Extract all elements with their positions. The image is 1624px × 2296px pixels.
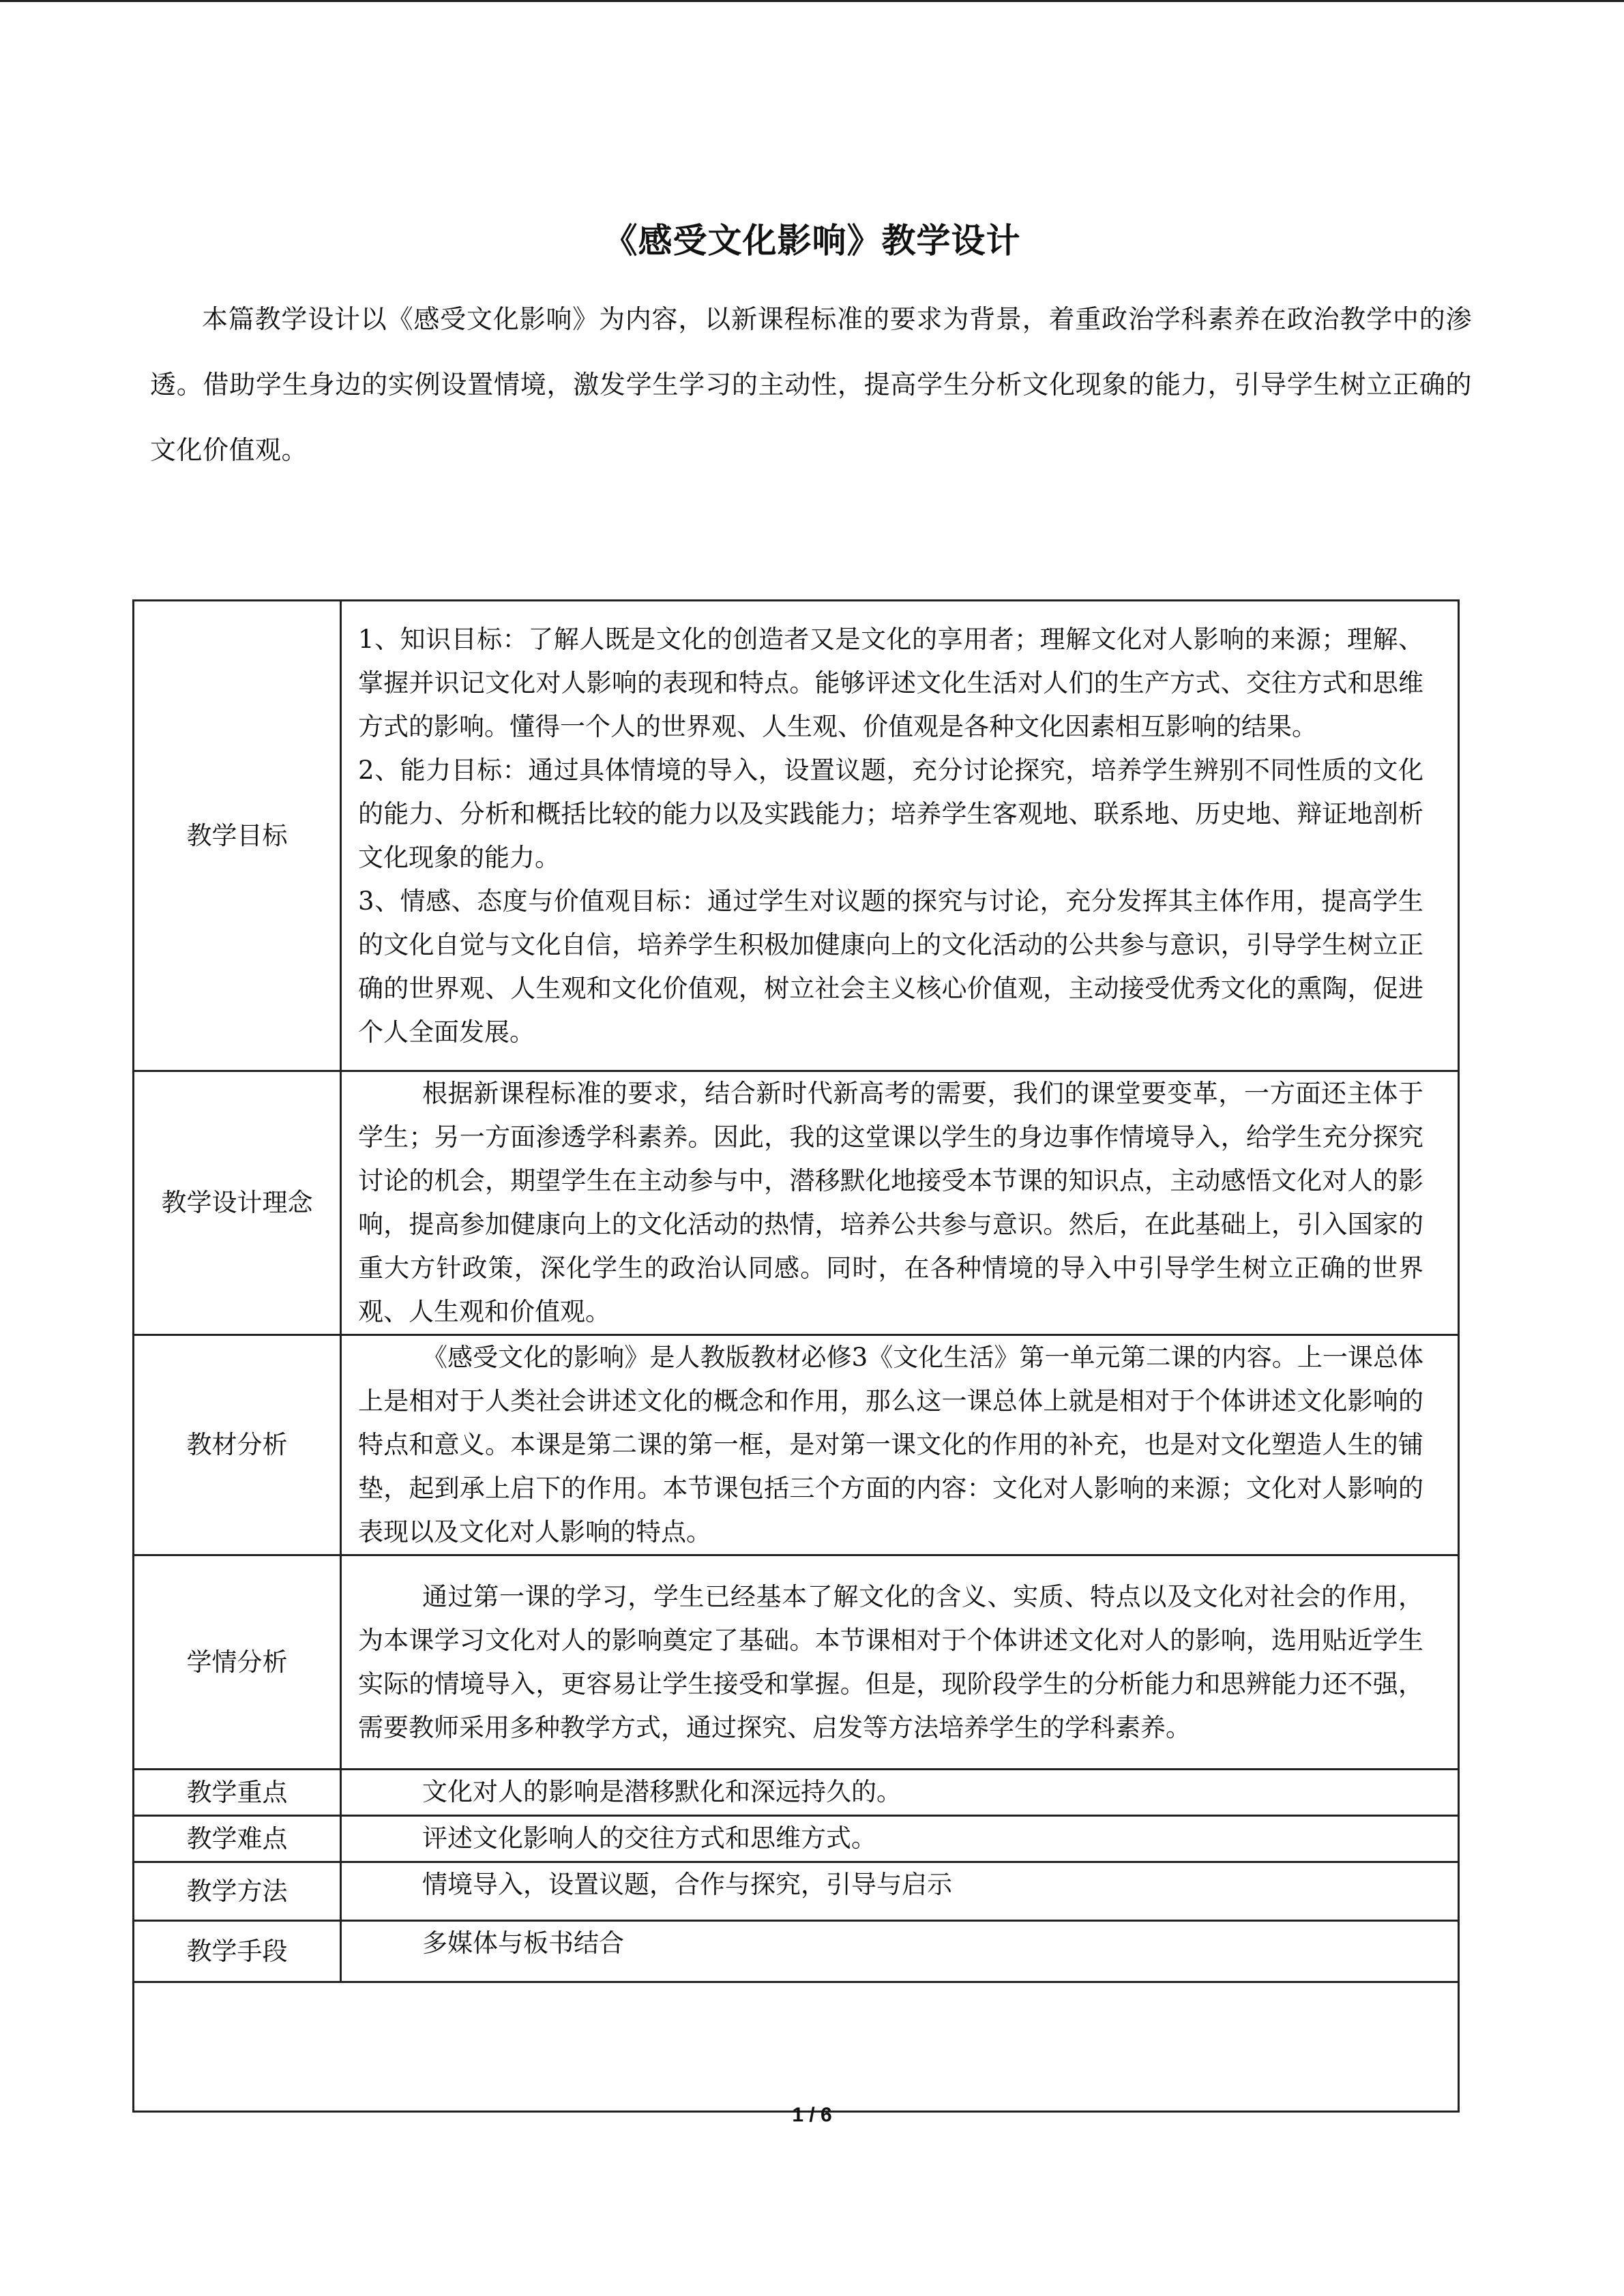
key-points-label: 教学重点 [134,1770,341,1816]
table-row [134,1862,1459,1921]
design-concept-content [341,1071,1459,1335]
methods-label: 教学方法 [134,1862,341,1921]
table-row [134,1071,1459,1335]
intro-paragraph: 本篇教学设计以《感受文化影响》为内容，以新课程标准的要求为背景，着重政治学科素养在政治教学中的渗透。借助学生身边的实例设置情境，激发学生学习的主动性，提高学生分析文化现象的能力，引导学生树立正确的文化价值观。 [150,304,1472,465]
design-concept-text: 根据新课程标准的要求，结合新时代新高考的需要，我们的课堂要变革，一方面还主体于学生；另一方面渗透学科素养。因此，我的这堂课以学生的身边事作情境导入，给学生充分探究讨论的机会，期望学生在主动参与中，潜移默化地接受本节课的知识点，主动感悟文化对人的影响，提高参加健康向上的文化活动的热情，培养公共参与意识。然后，在此基础上，引入国家的重大方针政策，深化学生的政治认同感。同时，在各种情境的导入中引导学生树立正确的世界观、人生观和价值观。 [358,1079,1423,1326]
student-analysis-text: 通过第一课的学习，学生已经基本了解文化的含义、实质、特点以及文化对社会的作用，为本课学习文化对人的影响奠定了基础。本节课相对于个体讲述文化对人的影响，选用贴近学生实际的情境导入，更容易让学生接受和掌握。但是，现阶段学生的分析能力和思辨能力还不强，需要教师采用多种教学方式，通过探究、启发等方法培养学生的学科素养。 [358,1581,1423,1742]
lesson-design-table [132,599,1460,2113]
means-label: 教学手段 [134,1921,341,1982]
objective-values: 3、情感、态度与价值观目标：通过学生对议题的探究与讨论，充分发挥其主体作用，提高学生的文化自觉与文化自信，培养学生积极加健康向上的文化活动的公共参与意识，引导学生树立正确的世界观、人生观和文化价值观，树立社会主义核心价值观，主动接受优秀文化的熏陶，促进个人全面发展。 [358,886,1423,1047]
objectives-content [341,601,1459,1071]
objective-knowledge: 1、知识目标：了解人既是文化的创造者又是文化的享用者；理解文化对人影响的来源；理解、掌握并识记文化对人影响的表现和特点。能够评述文化生活对人们的生产方式、交往方式和思维方式的影响。懂得一个人的世界观、人生观、价值观是各种文化因素相互影响的结果。 [358,624,1423,741]
key-points-content: 文化对人的影响是潜移默化和深远持久的。 [341,1770,1459,1816]
table-row [134,601,1459,1071]
table-row [134,1816,1459,1862]
document-title: 《感受文化影响》教学设计 [603,221,1021,260]
page-top-border [0,0,1624,2]
textbook-analysis-content [341,1335,1459,1555]
table-row [134,1921,1459,1982]
design-concept-label: 教学设计理念 [134,1071,341,1335]
empty-table-cell [134,1982,1459,2112]
textbook-analysis-label: 教材分析 [134,1335,341,1555]
table-row [134,1982,1459,2112]
difficult-points-content: 评述文化影响人的交往方式和思维方式。 [341,1816,1459,1862]
student-analysis-content [341,1555,1459,1770]
page-number: 1 / 6 [792,2104,832,2126]
table-row [134,1555,1459,1770]
means-content: 多媒体与板书结合 [341,1921,1459,1982]
methods-content: 情境导入，设置议题，合作与探究，引导与启示 [341,1862,1459,1921]
objectives-label: 教学目标 [134,601,341,1071]
difficult-points-label: 教学难点 [134,1816,341,1862]
objective-ability: 2、能力目标：通过具体情境的导入，设置议题，充分讨论探究，培养学生辨别不同性质的文化的能力、分析和概括比较的能力以及实践能力；培养学生客观地、联系地、历史地、辩证地剖析文化现象的能力。 [358,755,1423,872]
textbook-analysis-text: 《感受文化的影响》是人教版教材必修3《文化生活》第一单元第二课的内容。上一课总体上是相对于人类社会讲述文化的概念和作用，那么这一课总体上就是相对于个体讲述文化影响的特点和意义。本课是第二课的第一框，是对第一课文化的作用的补充，也是对文化塑造人生的铺垫，起到承上启下的作用。本节课包括三个方面的内容：文化对人影响的来源；文化对人影响的表现以及文化对人影响的特点。 [358,1343,1423,1547]
student-analysis-label: 学情分析 [134,1555,341,1770]
table-row [134,1335,1459,1555]
table-row [134,1770,1459,1816]
